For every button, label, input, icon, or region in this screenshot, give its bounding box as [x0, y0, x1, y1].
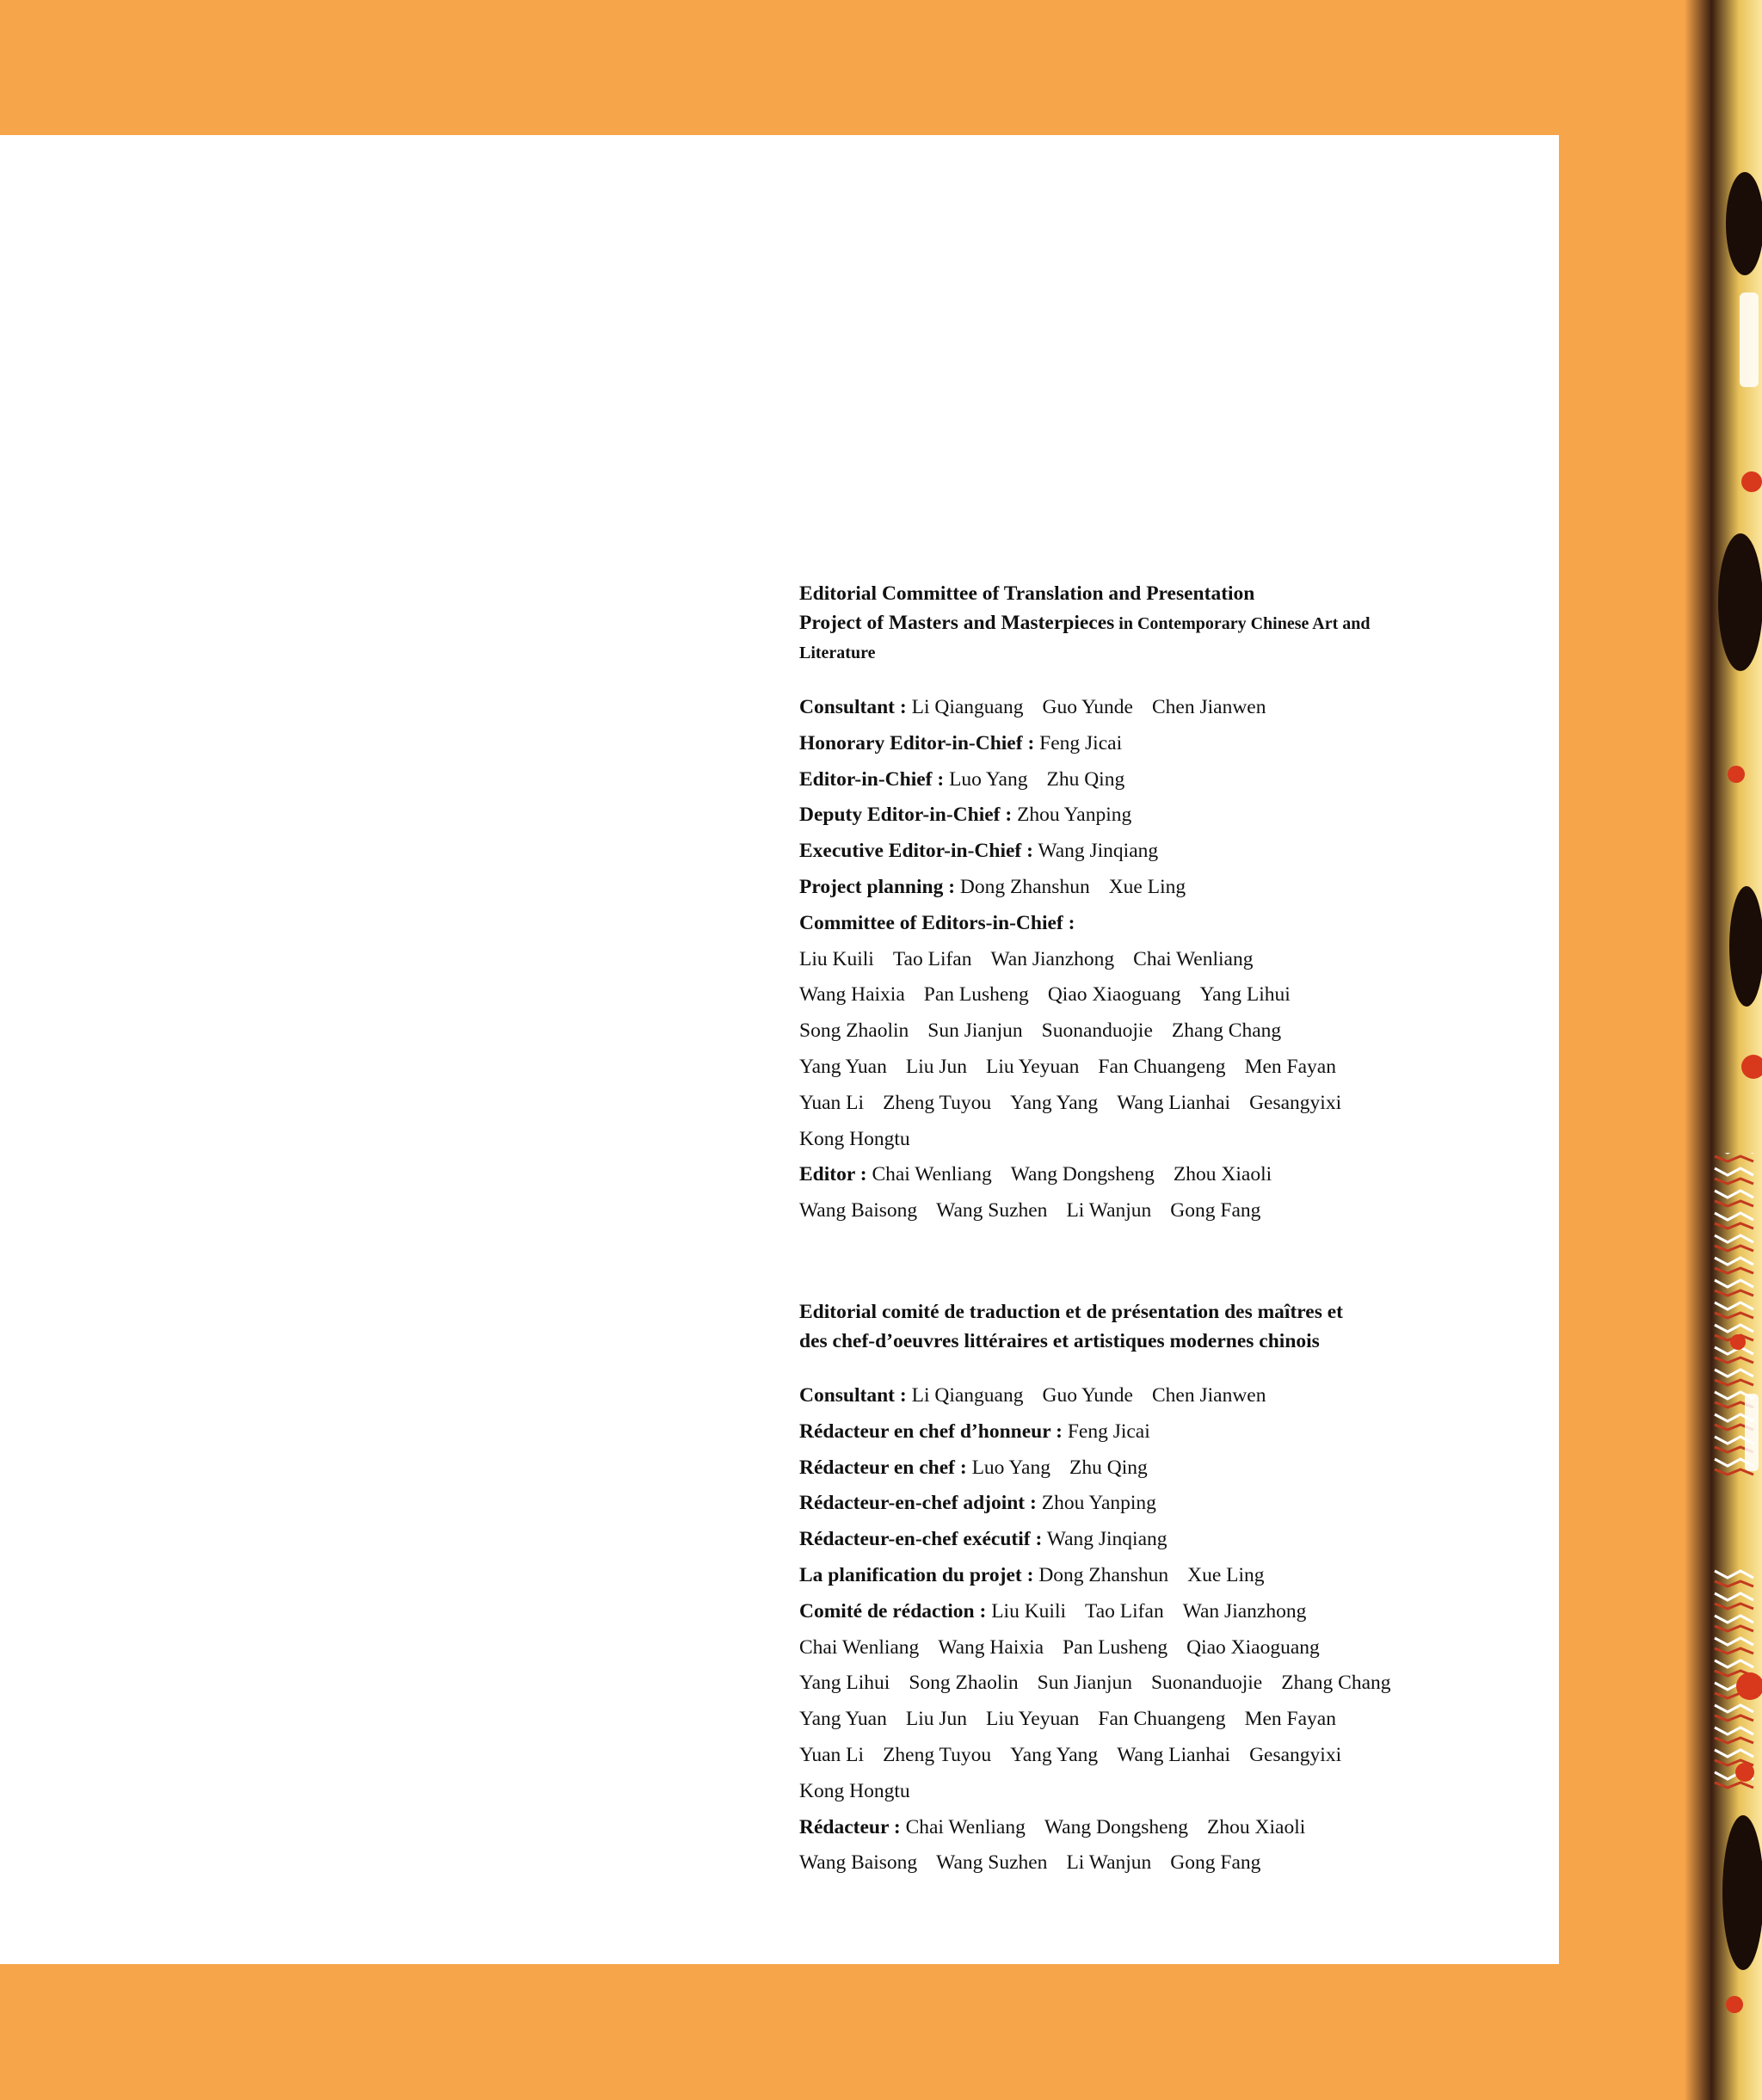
credit-name: Chai Wenliang [872, 1163, 992, 1186]
committee-names-row [799, 1630, 1453, 1666]
credit-label: Comité de rédaction : [799, 1599, 987, 1623]
credit-name: Li Qianguang [911, 1384, 1024, 1407]
credit-name: Luo Yang [949, 767, 1028, 791]
credit-name: Wang Lianhai [1117, 1091, 1231, 1114]
credit-name: Song Zhaolin [909, 1672, 1019, 1695]
committee-names-row [799, 942, 1453, 978]
credit-name: Fan Chuangeng [1098, 1708, 1226, 1731]
credit-label: Editor : [799, 1163, 867, 1186]
credit-name: Wang Jinqiang [1046, 1528, 1167, 1551]
project-planning-row [799, 1558, 1453, 1594]
credit-name: Zhu Qing [1069, 1456, 1148, 1479]
committee-names-row [799, 1086, 1453, 1122]
credit-name: Gesangyixi [1249, 1091, 1342, 1114]
credit-name: Suonanduojie [1041, 1019, 1153, 1043]
credit-name: Sun Jianjun [1037, 1672, 1132, 1695]
credit-name: Wang Dongsheng [1044, 1815, 1189, 1838]
credit-name: Tao Lifan [892, 947, 972, 970]
editor-names-row [799, 1193, 1453, 1229]
committee-names-row [799, 1013, 1453, 1050]
credit-name: Li Wanjun [1066, 1851, 1152, 1875]
credit-label: Executive Editor-in-Chief : [799, 840, 1033, 863]
french-heading [799, 1297, 1453, 1356]
consultant-row [799, 690, 1453, 726]
credit-name: Liu Kuili [991, 1599, 1067, 1623]
english-heading-line3: Literature [799, 644, 876, 662]
credit-name: Chai Wenliang [799, 1635, 920, 1659]
credit-name: Wang Baisong [799, 1851, 918, 1875]
french-committee [799, 1297, 1453, 1881]
committee-names-row [799, 1702, 1453, 1738]
credit-name: Feng Jicai [1039, 731, 1123, 754]
credit-name: Fan Chuangeng [1098, 1055, 1226, 1078]
credit-name: Wang Haixia [799, 983, 905, 1007]
english-heading-line2-rest: in Contemporary Chinese Art and [1114, 614, 1371, 633]
credit-label: Consultant : [799, 696, 907, 718]
credit-label: Honorary Editor-in-Chief : [799, 731, 1035, 754]
credit-name: Feng Jicai [1067, 1420, 1150, 1443]
committee-row [799, 1594, 1453, 1630]
credit-name: Wang Suzhen [936, 1851, 1048, 1875]
credit-name: Sun Jianjun [927, 1019, 1023, 1043]
credit-name: Chen Jianwen [1152, 696, 1266, 718]
credit-name: Li Qianguang [911, 696, 1024, 718]
consultant-row [799, 1378, 1453, 1414]
honorary-editor-row [799, 726, 1453, 762]
credit-name: Yuan Li [799, 1743, 865, 1766]
french-heading-line1: Editorial comité de traduction et de présentation des maîtres et [799, 1301, 1343, 1323]
credit-name: Wang Dongsheng [1010, 1163, 1155, 1186]
credit-name: Tao Lifan [1085, 1599, 1164, 1623]
credit-name: Yang Lihui [799, 1672, 890, 1695]
credit-name: Chen Jianwen [1152, 1384, 1266, 1407]
english-heading [799, 579, 1453, 668]
credit-name: Xue Ling [1108, 875, 1186, 898]
credit-name: Wang Jinqiang [1038, 840, 1159, 863]
committee-names-row [799, 1738, 1453, 1774]
credit-name: Zhu Qing [1046, 767, 1125, 791]
credit-name: Yang Yuan [799, 1055, 887, 1078]
credit-name: Yuan Li [799, 1091, 865, 1114]
credit-name: Yang Yang [1010, 1743, 1099, 1766]
credit-name: Liu Yeyuan [986, 1708, 1080, 1731]
credit-label: Rédacteur : [799, 1815, 901, 1838]
credit-label: Editor-in-Chief : [799, 767, 945, 791]
deputy-editor-row [799, 1486, 1453, 1522]
credit-name: Zhou Yanping [1017, 804, 1132, 827]
credit-name: Xue Ling [1187, 1563, 1265, 1586]
honorary-editor-row [799, 1414, 1453, 1450]
credit-name: Yang Yang [1010, 1091, 1099, 1114]
credit-name: Zheng Tuyou [883, 1091, 992, 1114]
credit-name: Yang Yuan [799, 1708, 887, 1731]
committee-names-row [799, 1774, 1453, 1810]
editor-row [799, 1157, 1453, 1193]
credit-name: Kong Hongtu [799, 1779, 910, 1802]
editor-names-row [799, 1845, 1453, 1881]
committee-label-row [799, 906, 1453, 942]
credit-name: Zhang Chang [1171, 1019, 1282, 1043]
credit-name: Qiao Xiaoguang [1047, 983, 1181, 1007]
credit-label: Consultant : [799, 1384, 907, 1407]
committee-names-row [799, 1050, 1453, 1086]
credit-name: Chai Wenliang [1133, 947, 1254, 970]
credit-name: Gong Fang [1170, 1851, 1261, 1875]
deputy-editor-row [799, 798, 1453, 834]
english-heading-line1: Editorial Committee of Translation and Presentation [799, 582, 1255, 605]
credit-label: La planification du projet : [799, 1563, 1034, 1586]
credit-name: Kong Hongtu [799, 1127, 910, 1150]
credit-name: Guo Yunde [1042, 696, 1133, 718]
credit-name: Liu Yeyuan [986, 1055, 1080, 1078]
english-credits [799, 690, 1453, 1229]
editor-in-chief-row [799, 762, 1453, 798]
credit-name: Wang Haixia [938, 1635, 1044, 1659]
credit-name: Song Zhaolin [799, 1019, 909, 1043]
credit-name: Zheng Tuyou [883, 1743, 992, 1766]
committee-names-row [799, 1666, 1453, 1702]
credit-label: Deputy Editor-in-Chief : [799, 804, 1013, 827]
credit-name: Guo Yunde [1042, 1384, 1133, 1407]
credit-name: Zhou Xiaoli [1207, 1815, 1306, 1838]
english-committee [799, 579, 1453, 1229]
project-planning-row [799, 870, 1453, 906]
chinese-folk-art-strip-icon [1685, 0, 1762, 2100]
credit-name: Wang Baisong [799, 1199, 918, 1222]
credit-name: Wang Suzhen [936, 1199, 1048, 1222]
credit-name: Luo Yang [971, 1456, 1050, 1479]
credit-name: Pan Lusheng [923, 983, 1029, 1007]
editor-row [799, 1810, 1453, 1846]
credit-name: Liu Jun [905, 1708, 968, 1731]
credit-name: Dong Zhanshun [959, 875, 1090, 898]
executive-editor-row [799, 1522, 1453, 1558]
credit-name: Zhou Xiaoli [1173, 1163, 1272, 1186]
credit-name: Qiao Xiaoguang [1186, 1635, 1320, 1659]
credit-label: Committee of Editors-in-Chief : [799, 911, 1075, 934]
credit-name: Liu Jun [905, 1055, 968, 1078]
credit-name: Liu Kuili [799, 947, 874, 970]
committee-names-row [799, 977, 1453, 1013]
credit-name: Wang Lianhai [1117, 1743, 1231, 1766]
credit-name: Gesangyixi [1249, 1743, 1342, 1766]
credit-name: Wan Jianzhong [990, 947, 1115, 970]
credit-label: Rédacteur-en-chef exécutif : [799, 1528, 1043, 1551]
french-heading-line2: des chef-d’oeuvres littéraires et artistiques modernes chinois [799, 1330, 1320, 1352]
credit-name: Men Fayan [1244, 1055, 1336, 1078]
french-credits [799, 1378, 1453, 1881]
credit-label: Project planning : [799, 875, 956, 898]
executive-editor-row [799, 834, 1453, 870]
credit-label: Rédacteur en chef d’honneur : [799, 1420, 1063, 1443]
credit-name: Dong Zhanshun [1038, 1563, 1169, 1586]
credit-name: Zhang Chang [1281, 1672, 1391, 1695]
credit-name: Pan Lusheng [1063, 1635, 1168, 1659]
credit-name: Zhou Yanping [1041, 1492, 1156, 1515]
credit-name: Wan Jianzhong [1182, 1599, 1307, 1623]
credit-name: Yang Lihui [1199, 983, 1291, 1007]
english-heading-line2-bold: Project of Masters and Masterpieces [799, 612, 1115, 634]
credit-name: Men Fayan [1244, 1708, 1336, 1731]
credit-name: Chai Wenliang [905, 1815, 1026, 1838]
credit-name: Li Wanjun [1066, 1199, 1152, 1222]
committee-names-row [799, 1122, 1453, 1158]
credit-label: Rédacteur-en-chef adjoint : [799, 1492, 1037, 1515]
credit-name: Gong Fang [1170, 1199, 1261, 1222]
editor-in-chief-row [799, 1450, 1453, 1487]
credit-name: Suonanduojie [1150, 1672, 1263, 1695]
credit-label: Rédacteur en chef : [799, 1456, 967, 1479]
